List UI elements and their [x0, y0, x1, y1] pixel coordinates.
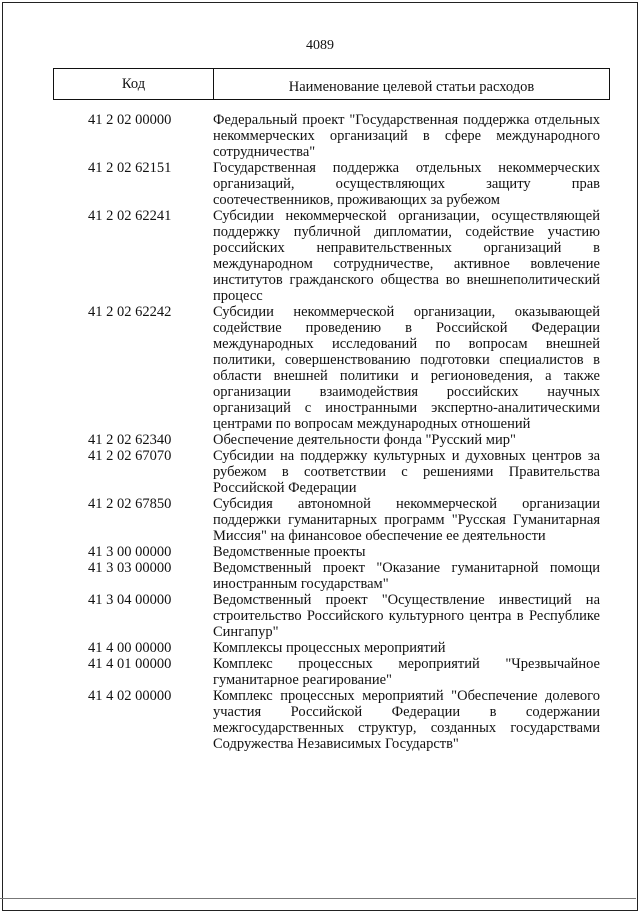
row-name: Ведомственный проект "Осуществление инвестиций на строительство Российского культурного центра в Республике Сингапур"	[213, 592, 600, 640]
row-code: 41 3 00 00000	[88, 544, 172, 560]
page-number: 4089	[306, 38, 334, 53]
row-code: 41 2 02 62340	[88, 432, 172, 448]
table-row	[0, 448, 640, 496]
row-code: 41 2 02 62242	[88, 304, 172, 320]
row-name: Обеспечение деятельности фонда "Русский мир"	[213, 432, 516, 448]
table-row	[0, 112, 640, 160]
row-name: Государственная поддержка отдельных некоммерческих организаций, осуществляющих защиту прав соотечественников, проживающих за рубежом	[213, 160, 600, 208]
row-name: Субсидии некоммерческой организации, оказывающей содействие проведению в Российской Федерации международных исследований по вопросам внешней политики, совершенствованию подготовки специалистов в области внешней политики и регионоведения, а также организации взаимодействия российских научных организаций с иностранными экспертно-аналитическими центрами по вопросам международных отношений	[213, 304, 600, 432]
header-code: Код	[54, 69, 214, 99]
row-code: 41 3 04 00000	[88, 592, 172, 608]
row-name: Субсидии на поддержку культурных и духовных центров за рубежом в соответствии с решениями Правительства Российской Федерации	[213, 448, 600, 496]
table-row	[0, 496, 640, 544]
table-row	[0, 640, 640, 656]
table-row	[0, 688, 640, 752]
table-row	[0, 432, 640, 448]
row-code: 41 3 03 00000	[88, 560, 172, 576]
table-body	[0, 112, 640, 752]
table-row	[0, 560, 640, 592]
row-name: Субсидия автономной некоммерческой организации поддержки гуманитарных программ "Русская Гуманитарная Миссия" на финансовое обеспечение ее деятельности	[213, 496, 600, 544]
table-row	[0, 160, 640, 208]
header-name: Наименование целевой статьи расходов	[288, 79, 535, 95]
row-code: 41 2 02 67070	[88, 448, 172, 464]
table-row	[0, 544, 640, 560]
row-name: Ведомственные проекты	[213, 544, 366, 560]
row-code: 41 2 02 67850	[88, 496, 172, 512]
row-name: Комплекс процессных мероприятий "Обеспечение долевого участия Российской Федерации в содержании межгосударственных структур, созданных государствами Содружества Независимых Государств"	[213, 688, 600, 752]
bottom-edge-line	[0, 898, 636, 899]
row-code: 41 4 02 00000	[88, 688, 172, 704]
row-name: Комплекс процессных мероприятий "Чрезвычайное гуманитарное реагирование"	[213, 656, 600, 688]
table-row	[0, 592, 640, 640]
table-row	[0, 208, 640, 304]
row-code: 41 2 02 62241	[88, 208, 172, 224]
row-name: Ведомственный проект "Оказание гуманитарной помощи иностранным государствам"	[213, 560, 600, 592]
table-row	[0, 656, 640, 688]
table-row	[0, 304, 640, 432]
row-name: Федеральный проект "Государственная поддержка отдельных некоммерческих организаций в сфере международного сотрудничества"	[213, 112, 600, 160]
row-code: 41 4 00 00000	[88, 640, 172, 656]
table-header	[53, 68, 610, 100]
row-code: 41 2 02 62151	[88, 160, 172, 176]
row-name: Комплексы процессных мероприятий	[213, 640, 446, 656]
row-name: Субсидии некоммерческой организации, осуществляющей поддержку публичной дипломатии, содействие участию российских неправительственных организаций в международном сотрудничестве, активное вовлечение институтов гражданского общества во внешнеполитический процесс	[213, 208, 600, 304]
row-code: 41 2 02 00000	[88, 112, 172, 128]
row-code: 41 4 01 00000	[88, 656, 172, 672]
